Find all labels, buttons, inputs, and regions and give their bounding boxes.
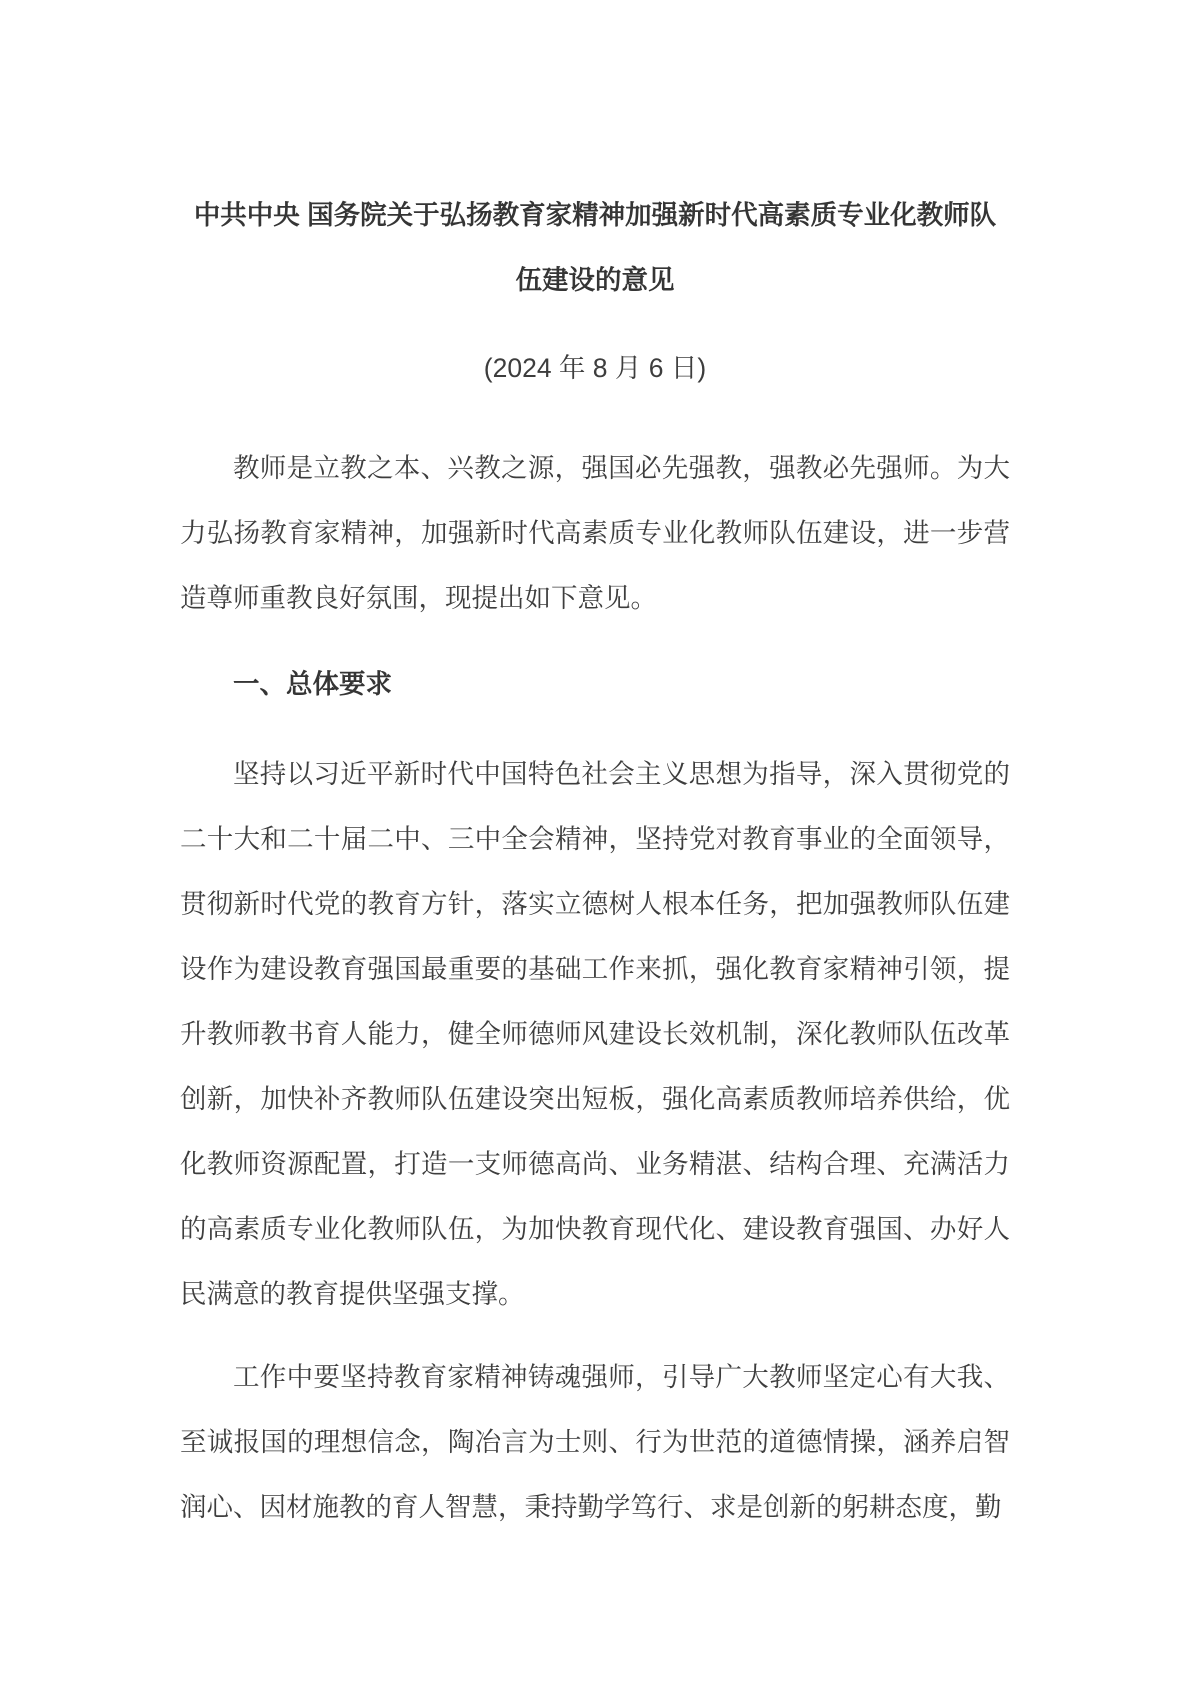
- document-date: [180, 336, 1010, 401]
- text-line: 造尊师重教良好氛围，现提出如下意见。: [180, 583, 657, 613]
- document-date-line: (2024 年 8 月 6 日): [483, 353, 707, 383]
- text-line: 设作为建设教育强国最重要的基础工作来抓，强化教育家精神引领，提: [180, 954, 1010, 984]
- text-line: 的高素质专业化教师队伍，为加快教育现代化、建设教育强国、办好人: [180, 1214, 1010, 1244]
- document-title-line-2: 伍建设的意见: [515, 265, 675, 295]
- text-line: 化教师资源配置，打造一支师德高尚、业务精湛、结构合理、充满活力: [180, 1149, 1010, 1179]
- section-heading-overall-requirements: [180, 652, 1010, 717]
- document-body: [180, 183, 1010, 1540]
- text-line: 民满意的教育提供坚强支撑。: [180, 1279, 525, 1309]
- paragraph-guiding-ideology: [180, 742, 1010, 1327]
- text-line: 工作中要坚持教育家精神铸魂强师，引导广大教师坚定心有大我、: [233, 1362, 1010, 1392]
- text-line: 二十大和二十届二中、三中全会精神，坚持党对教育事业的全面领导，: [180, 824, 1010, 854]
- document-title-line-1: 中共中央 国务院关于弘扬教育家精神加强新时代高素质专业化教师队: [193, 200, 997, 230]
- text-line: 贯彻新时代党的教育方针，落实立德树人根本任务，把加强教师队伍建: [180, 889, 1010, 919]
- text-line: 升教师教书育人能力，健全师德师风建设长效机制，深化教师队伍改革: [180, 1019, 1010, 1049]
- text-line: 至诚报国的理想信念，陶冶言为士则、行为世范的道德情操，涵养启智: [180, 1427, 1010, 1457]
- text-line: 润心、因材施教的育人智慧，秉持勤学笃行、求是创新的躬耕态度，勤: [180, 1492, 1002, 1522]
- text-line: 教师是立教之本、兴教之源，强国必先强教，强教必先强师。为大: [233, 453, 1010, 483]
- paragraph-intro: [180, 436, 1010, 631]
- text-line: 坚持以习近平新时代中国特色社会主义思想为指导，深入贯彻党的: [233, 759, 1010, 789]
- document-title: [180, 183, 1010, 313]
- paragraph-educator-spirit: [180, 1345, 1010, 1540]
- text-line: 力弘扬教育家精神，加强新时代高素质专业化教师队伍建设，进一步营: [180, 518, 1010, 548]
- section-heading-line: 一、总体要求: [233, 669, 392, 699]
- text-line: 创新，加快补齐教师队伍建设突出短板，强化高素质教师培养供给，优: [180, 1084, 1010, 1114]
